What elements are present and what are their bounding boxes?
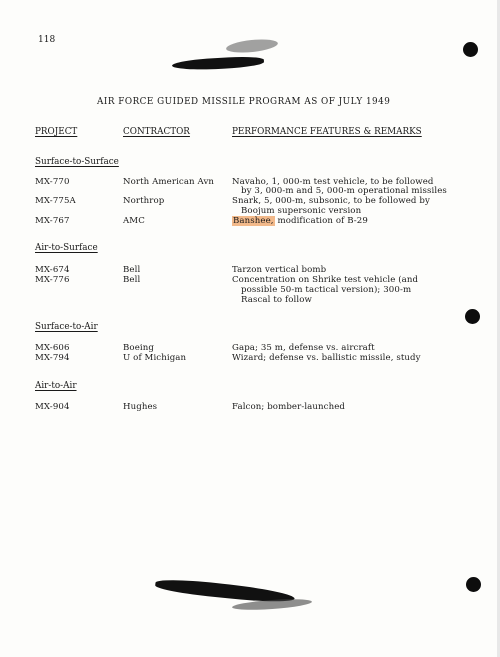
redaction-mark-top-smudge bbox=[226, 37, 279, 54]
remarks-line: Tarzon vertical bomb bbox=[232, 265, 327, 275]
project-id: MX-776 bbox=[35, 275, 70, 285]
remarks-line: Snark, 5, 000-m, subsonic, to be followed by bbox=[232, 196, 430, 206]
highlighted-text: Banshee, bbox=[233, 216, 274, 226]
remarks-line: Wizard; defense vs. ballistic missile, study bbox=[232, 353, 421, 363]
page-number: 118 bbox=[38, 35, 56, 45]
contractor-name: Hughes bbox=[123, 402, 158, 412]
remarks-line: Falcon; bomber-launched bbox=[232, 402, 345, 412]
header-contractor: CONTRACTOR bbox=[123, 127, 190, 137]
page-title: AIR FORCE GUIDED MISSILE PROGRAM AS OF JULY 1949 bbox=[97, 97, 391, 107]
binder-hole-top bbox=[463, 42, 478, 57]
project-id: MX-794 bbox=[35, 353, 70, 363]
remarks-line: Concentration on Shrike test vehicle (and bbox=[232, 275, 419, 285]
remarks-line: Boojum supersonic version bbox=[241, 206, 362, 216]
project-id: MX-770 bbox=[35, 177, 70, 187]
contractor-name: Bell bbox=[123, 265, 141, 275]
section-title: Surface-to-Surface bbox=[35, 157, 119, 167]
project-id: MX-767 bbox=[35, 216, 70, 226]
header-remarks: PERFORMANCE FEATURES & REMARKS bbox=[232, 127, 422, 137]
remarks-line: possible 50-m tactical version); 300-m bbox=[241, 285, 412, 295]
remarks-text: modification of B-29 bbox=[274, 216, 368, 226]
contractor-name: Northrop bbox=[123, 196, 165, 206]
contractor-name: Boeing bbox=[123, 343, 154, 353]
remarks-line: Navaho, 1, 000-m test vehicle, to be followed bbox=[232, 177, 434, 187]
project-id: MX-606 bbox=[35, 343, 70, 353]
section-title: Air-to-Air bbox=[35, 381, 77, 391]
remarks-line: by 3, 000-m and 5, 000-m operational missiles bbox=[241, 186, 447, 196]
binder-hole-middle bbox=[465, 309, 480, 324]
contractor-name: AMC bbox=[123, 216, 145, 226]
project-id: MX-904 bbox=[35, 402, 70, 412]
contractor-name: U of Michigan bbox=[123, 353, 187, 363]
contractor-name: Bell bbox=[123, 275, 141, 285]
section-title: Surface-to-Air bbox=[35, 322, 98, 332]
remarks-line: Gapa; 35 m, defense vs. aircraft bbox=[232, 343, 375, 353]
binder-hole-bottom bbox=[466, 577, 481, 592]
contractor-name: North American Avn bbox=[123, 177, 215, 187]
header-project: PROJECT bbox=[35, 127, 78, 137]
remarks-line bbox=[232, 216, 368, 226]
redaction-mark-top bbox=[172, 56, 264, 72]
remarks-line: Rascal to follow bbox=[241, 295, 312, 305]
section-title: Air-to-Surface bbox=[35, 243, 98, 253]
project-id: MX-775A bbox=[35, 196, 76, 206]
project-id: MX-674 bbox=[35, 265, 70, 275]
